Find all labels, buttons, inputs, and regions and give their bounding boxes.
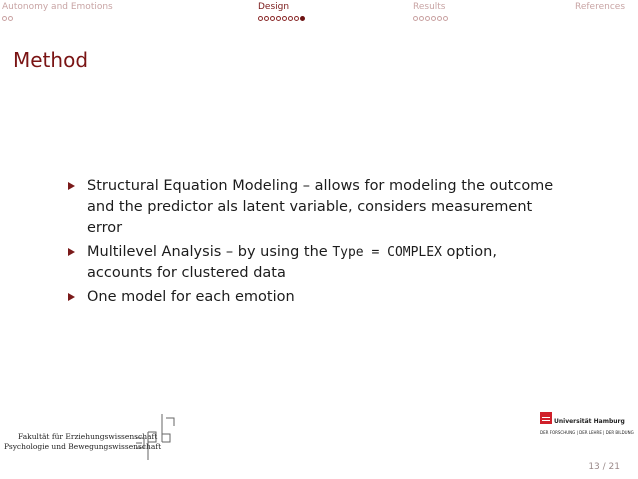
nav-dots bbox=[2, 16, 113, 22]
bullet-text: Structural Equation Modeling – allows for modeling the outcome and the predictor als latent variable, considers measurement error bbox=[87, 178, 554, 236]
list-item bbox=[66, 242, 566, 284]
uni-tagline: DER FORSCHUNG | DER LEHRE | DER BILDUNG bbox=[540, 430, 634, 435]
triangle-bullet-icon bbox=[68, 293, 75, 301]
code-text: Type = COMPLEX bbox=[332, 245, 442, 260]
list-item bbox=[66, 287, 566, 308]
nav-section-title[interactable]: Design bbox=[258, 2, 290, 12]
nav-dots bbox=[258, 16, 305, 22]
nav-dots bbox=[413, 16, 448, 22]
nav-dot-current[interactable] bbox=[300, 16, 305, 21]
nav-section-references[interactable] bbox=[575, 2, 625, 12]
nav-section-design[interactable] bbox=[258, 2, 305, 22]
bullet-text-post: option, accounts for clustered data bbox=[87, 244, 497, 281]
list-item bbox=[66, 176, 566, 239]
nav-section-autonomy[interactable] bbox=[2, 2, 113, 22]
triangle-bullet-icon bbox=[68, 182, 75, 190]
nav-dot[interactable] bbox=[443, 16, 448, 21]
nav-section-results[interactable] bbox=[413, 2, 448, 22]
navigation-bar bbox=[0, 0, 638, 24]
faculty-name-line1: Fakultät für Erziehungswissenschaft bbox=[18, 432, 158, 441]
nav-dot[interactable] bbox=[419, 16, 424, 21]
nav-section-title[interactable]: Results bbox=[413, 2, 446, 12]
nav-dot[interactable] bbox=[413, 16, 418, 21]
epb-logo-icon bbox=[132, 412, 182, 466]
nav-dot[interactable] bbox=[270, 16, 275, 21]
nav-dot[interactable] bbox=[264, 16, 269, 21]
nav-dot[interactable] bbox=[258, 16, 263, 21]
nav-dot[interactable] bbox=[431, 16, 436, 21]
bullet-list bbox=[66, 176, 566, 311]
nav-dot[interactable] bbox=[288, 16, 293, 21]
uni-hamburg-logo bbox=[540, 412, 634, 435]
nav-dot[interactable] bbox=[437, 16, 442, 21]
faculty-name-line2: Psychologie und Bewegungswissenschaft bbox=[4, 442, 162, 451]
nav-dot[interactable] bbox=[425, 16, 430, 21]
nav-section-title[interactable]: Autonomy and Emotions bbox=[2, 2, 113, 12]
uni-name: Universität Hamburg bbox=[554, 418, 625, 425]
nav-dot[interactable] bbox=[276, 16, 281, 21]
nav-dot[interactable] bbox=[282, 16, 287, 21]
page-number: 13 / 21 bbox=[588, 462, 620, 472]
nav-dot[interactable] bbox=[2, 16, 7, 21]
bullet-text: One model for each emotion bbox=[87, 289, 295, 305]
triangle-bullet-icon bbox=[68, 248, 75, 256]
frame-title: Method bbox=[13, 48, 89, 72]
nav-dot[interactable] bbox=[8, 16, 13, 21]
bullet-text-pre: Multilevel Analysis – by using the bbox=[87, 244, 333, 260]
nav-dot[interactable] bbox=[294, 16, 299, 21]
nav-section-title[interactable]: References bbox=[575, 2, 626, 12]
